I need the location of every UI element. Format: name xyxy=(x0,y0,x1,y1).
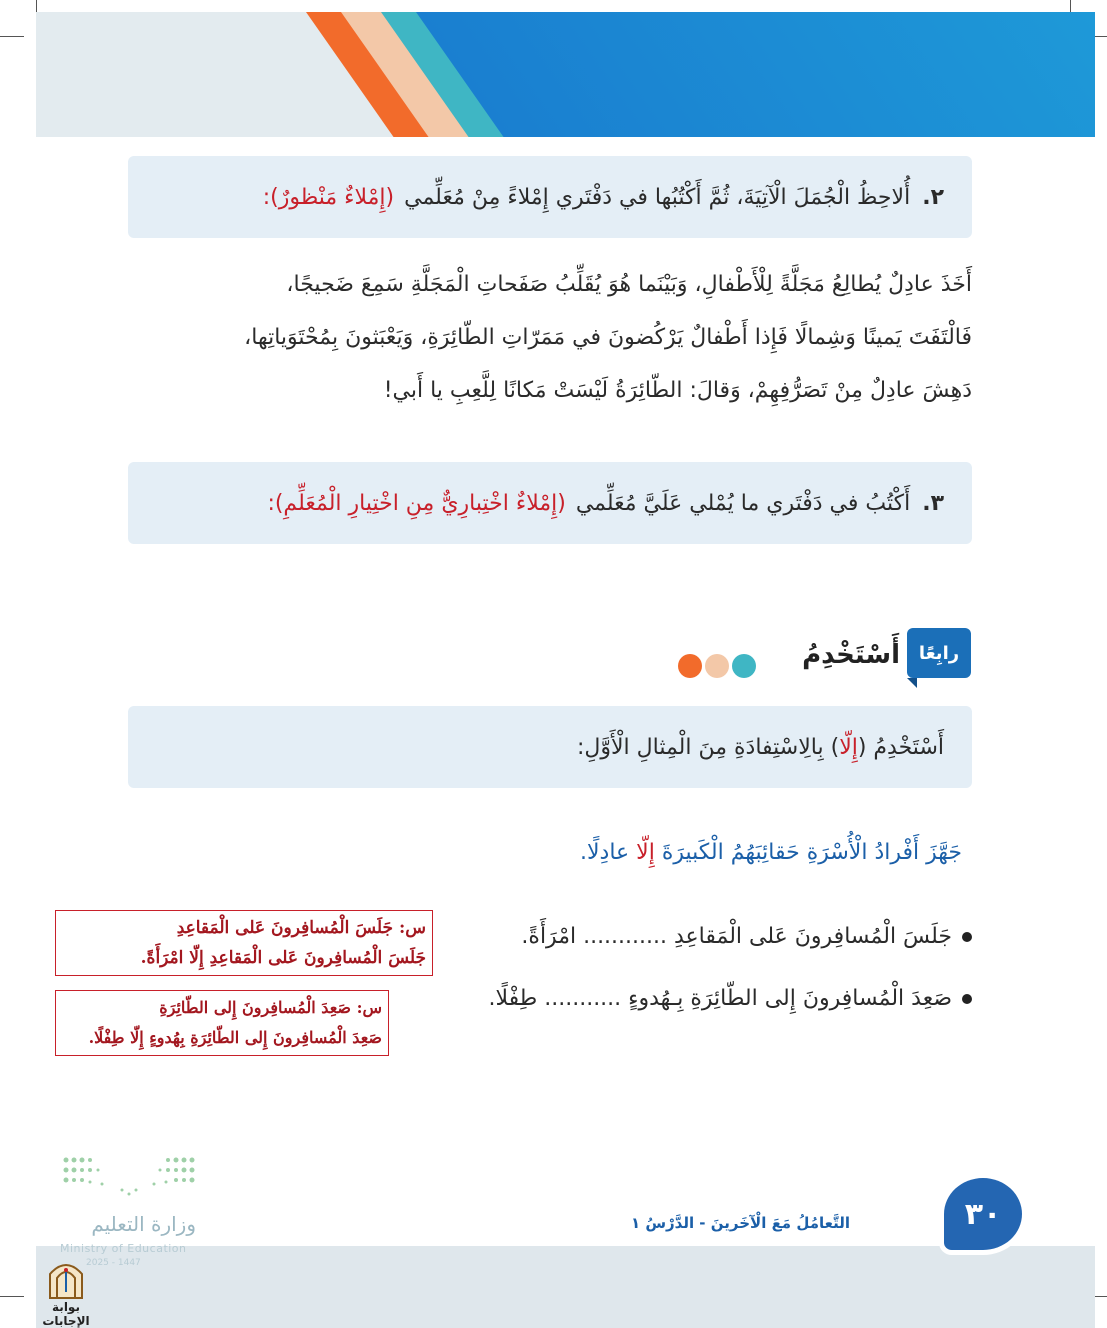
answers-portal-label: بوابة الإجابات xyxy=(42,1300,90,1328)
answers-portal-logo xyxy=(44,1256,88,1300)
ministry-name-ar: وزارة التعليم xyxy=(91,1212,196,1236)
bullet-dot xyxy=(962,994,972,1004)
answer-line: صَعِدَ الْمُسافِرونَ إِلى الطّائِرَةِ بِهُدوءٍ إِلّا طِفْلًا. xyxy=(88,1028,382,1047)
answer-line: جَلَسَ الْمُسافِرونَ عَلى الْمَقاعِدِ إِلّا امْرَأَةً. xyxy=(140,948,426,968)
edition-year: 2025 - 1447 xyxy=(86,1258,141,1268)
example-text-after: عادِلًا. xyxy=(579,840,630,865)
ministry-logo-dots xyxy=(62,1154,196,1198)
question-highlight: (إِمْلاءٌ اخْتِبارِيٌّ مِنِ اخْتِيارِ الْمُعَلِّمِ): xyxy=(267,490,566,516)
ministry-name-en: Ministry of Education xyxy=(60,1242,187,1255)
paragraph-line: فَالْتَفَتَ يَمينًا وَشِمالًا فَإِذا أَطْفالٌ يَرْكُضونَ في مَمَرّاتِ الطّائِرَةِ، وَيَعْبَثونَ بِمُحْتَوَياتِها، xyxy=(244,325,972,350)
decor-dot-teal xyxy=(732,654,756,678)
crop-mark xyxy=(0,36,24,37)
example-keyword: إِلّا xyxy=(636,840,655,865)
question-number: ٣. xyxy=(922,490,944,516)
paragraph-line: أَخَذَ عادِلٌ يُطالِعُ مَجَلَّةً لِلْأَطْفالِ، وَبَيْنَما هُوَ يُقَلِّبُ صَفَحاتِ الْمَجَلَّةِ سَمِعَ ضَجيجًا، xyxy=(286,272,972,297)
question-text: أَكْتُبُ في دَفْتَري ما يُمْلي عَلَيَّ مُعَلِّمي xyxy=(575,490,911,516)
question-2-box xyxy=(128,156,972,238)
paragraph-line: دَهِشَ عادِلٌ مِنْ تَصَرُّفِهِمْ، وَقالَ: الطّائِرَةُ لَيْسَتْ مَكانًا لِلَّعِبِ يا أَبي! xyxy=(383,378,972,403)
footer-lesson-title: التَّعامُلُ مَعَ الْآخَرينَ - الدَّرْسُ ١ xyxy=(630,1214,850,1232)
crop-mark xyxy=(0,1296,24,1297)
answer-box xyxy=(55,990,389,1056)
answer-box xyxy=(55,910,433,976)
exercise-text: صَعِدَ الْمُسافِرونَ إِلى الطّائِرَةِ بِـهُدوءٍ ........... طِفْلًا. xyxy=(488,986,952,1011)
dictation-paragraph xyxy=(130,258,972,417)
page-number: ٣٠ xyxy=(944,1178,1022,1250)
example-text-before: جَهَّزَ أَفْرادُ الْأُسْرَةِ حَقائِبَهُمُ الْكَبيرَةَ xyxy=(661,840,962,865)
exercise-bullet xyxy=(450,924,972,949)
question-number: ٢. xyxy=(922,184,944,210)
answer-line: س: صَعِدَ الْمُسافِرونَ إِلى الطّائِرَةِ xyxy=(159,998,382,1017)
task-text-before: أَسْتَخْدِمُ ( xyxy=(857,734,944,760)
exercise-bullet xyxy=(400,986,972,1011)
section-title: أَسْتَخْدِمُ xyxy=(802,640,900,670)
footer-band xyxy=(36,1246,1095,1328)
question-text: أُلاحِظُ الْجُمَلَ الْآتِيَةَ، ثُمَّ أَكْتُبُها في دَفْتَري إِمْلاءً مِنْ مُعَلِّمي xyxy=(404,184,911,210)
section-badge: رابِعًا xyxy=(907,628,971,678)
decor-dot-orange xyxy=(678,654,702,678)
decor-dot-peach xyxy=(705,654,729,678)
task-box xyxy=(128,706,972,788)
bullet-dot xyxy=(962,932,972,942)
header-stripe-blue xyxy=(416,12,1095,137)
answer-line: س: جَلَسَ الْمُسافِرونَ عَلى الْمَقاعِدِ xyxy=(176,918,426,938)
example-sentence xyxy=(500,840,962,865)
header-band xyxy=(36,12,1095,137)
task-text-after: ) بِالِاسْتِفادَةِ مِنَ الْمِثالِ الْأَوَّلِ: xyxy=(576,734,840,760)
question-3-box xyxy=(128,462,972,544)
task-keyword: إِلّا xyxy=(839,734,858,760)
question-highlight: (إِمْلاءٌ مَنْظورٌ): xyxy=(262,184,395,210)
exercise-text: جَلَسَ الْمُسافِرونَ عَلى الْمَقاعِدِ ............ امْرَأَةً. xyxy=(521,924,952,949)
